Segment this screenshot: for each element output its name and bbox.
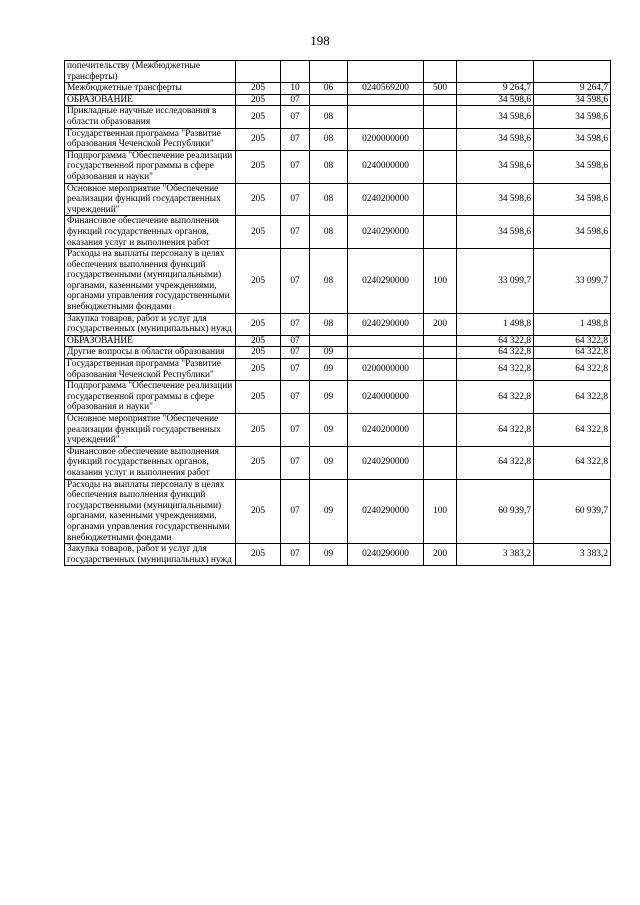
amount-year1-cell: 64 322,8 (457, 381, 534, 414)
amount-year1-cell: 64 322,8 (457, 359, 534, 381)
grbs-code-cell: 205 (236, 335, 281, 347)
table-row (65, 128, 611, 150)
row-name-cell: Финансовое обеспечение выполнения функций государственных органов, оказания услуг и выполнения работ (65, 216, 236, 249)
amount-year2-cell: 34 598,6 (534, 150, 611, 183)
amount-year2-cell: 64 322,8 (534, 335, 611, 347)
amount-year2-cell: 64 322,8 (534, 446, 611, 479)
section-code-cell: 07 (281, 128, 310, 150)
amount-year2-cell: 34 598,6 (534, 216, 611, 249)
expense-type-cell (424, 61, 457, 83)
subsection-code-cell (310, 335, 348, 347)
amount-year1-cell: 60 939,7 (457, 479, 534, 544)
table-row (65, 479, 611, 544)
section-code-cell: 07 (281, 249, 310, 314)
section-code-cell: 07 (281, 150, 310, 183)
expense-type-cell (424, 359, 457, 381)
table-row (65, 106, 611, 128)
target-article-cell: 0240569200 (348, 83, 424, 95)
grbs-code-cell: 205 (236, 94, 281, 106)
target-article-cell: 0240290000 (348, 249, 424, 314)
amount-year2-cell: 3 383,2 (534, 544, 611, 566)
target-article-cell (348, 335, 424, 347)
row-name-cell: Подпрограмма "Обеспечение реализации государственной программы в сфере образования и науки" (65, 381, 236, 414)
section-code-cell (281, 61, 310, 83)
amount-year2-cell: 64 322,8 (534, 414, 611, 447)
page-number: 198 (310, 33, 330, 48)
row-name-cell: ОБРАЗОВАНИЕ (65, 335, 236, 347)
section-code-cell: 07 (281, 313, 310, 335)
grbs-code-cell: 205 (236, 544, 281, 566)
expense-type-cell (424, 347, 457, 359)
amount-year1-cell: 64 322,8 (457, 335, 534, 347)
amount-year2-cell: 33 099,7 (534, 249, 611, 314)
subsection-code-cell: 08 (310, 249, 348, 314)
amount-year1-cell: 34 598,6 (457, 150, 534, 183)
amount-year1-cell: 34 598,6 (457, 128, 534, 150)
amount-year1-cell: 33 099,7 (457, 249, 534, 314)
section-code-cell: 07 (281, 479, 310, 544)
section-code-cell: 07 (281, 183, 310, 216)
grbs-code-cell: 205 (236, 216, 281, 249)
amount-year2-cell: 64 322,8 (534, 347, 611, 359)
subsection-code-cell: 08 (310, 216, 348, 249)
section-code-cell: 07 (281, 381, 310, 414)
table-row (65, 150, 611, 183)
expense-type-cell (424, 335, 457, 347)
row-name-cell: Подпрограмма "Обеспечение реализации государственной программы в сфере образования и науки" (65, 150, 236, 183)
amount-year1-cell: 64 322,8 (457, 414, 534, 447)
grbs-code-cell: 205 (236, 446, 281, 479)
table-row (65, 414, 611, 447)
amount-year1-cell: 1 498,8 (457, 313, 534, 335)
row-name-cell: Закупка товаров, работ и услуг для государственных (муниципальных) нужд (65, 313, 236, 335)
amount-year1-cell: 64 322,8 (457, 446, 534, 479)
expense-type-cell: 100 (424, 479, 457, 544)
row-name-cell: Основное мероприятие "Обеспечение реализации функций государственных учреждений" (65, 414, 236, 447)
section-code-cell: 07 (281, 359, 310, 381)
target-article-cell (348, 94, 424, 106)
amount-year2-cell: 64 322,8 (534, 381, 611, 414)
grbs-code-cell: 205 (236, 128, 281, 150)
table-row (65, 446, 611, 479)
grbs-code-cell: 205 (236, 414, 281, 447)
section-code-cell: 07 (281, 216, 310, 249)
amount-year2-cell: 34 598,6 (534, 106, 611, 128)
section-code-cell: 07 (281, 414, 310, 447)
grbs-code-cell: 205 (236, 183, 281, 216)
amount-year1-cell: 9 264,7 (457, 83, 534, 95)
target-article-cell (348, 106, 424, 128)
expense-type-cell (424, 94, 457, 106)
table-row (65, 335, 611, 347)
expense-type-cell (424, 381, 457, 414)
expense-type-cell (424, 106, 457, 128)
expense-type-cell: 500 (424, 83, 457, 95)
subsection-code-cell: 09 (310, 347, 348, 359)
section-code-cell: 07 (281, 106, 310, 128)
table-row (65, 94, 611, 106)
table-row (65, 249, 611, 314)
table-row (65, 83, 611, 95)
row-name-cell: Прикладные научные исследования в области образования (65, 106, 236, 128)
subsection-code-cell: 09 (310, 446, 348, 479)
grbs-code-cell: 205 (236, 313, 281, 335)
row-name-cell: Межбюджетные трансферты (65, 83, 236, 95)
table-row (65, 347, 611, 359)
grbs-code-cell: 205 (236, 381, 281, 414)
table-row (65, 544, 611, 566)
row-name-cell: Основное мероприятие "Обеспечение реализации функций государственных учреждений" (65, 183, 236, 216)
subsection-code-cell: 08 (310, 150, 348, 183)
section-code-cell: 07 (281, 347, 310, 359)
grbs-code-cell: 205 (236, 359, 281, 381)
table-row (65, 381, 611, 414)
grbs-code-cell: 205 (236, 83, 281, 95)
amount-year2-cell: 9 264,7 (534, 83, 611, 95)
target-article-cell: 0240290000 (348, 446, 424, 479)
target-article-cell: 0240200000 (348, 183, 424, 216)
row-name-cell: Государственная программа "Развитие образования Чеченской Республики" (65, 128, 236, 150)
subsection-code-cell: 09 (310, 359, 348, 381)
subsection-code-cell: 09 (310, 479, 348, 544)
expense-type-cell (424, 414, 457, 447)
target-article-cell: 0240200000 (348, 414, 424, 447)
expense-type-cell (424, 183, 457, 216)
subsection-code-cell: 06 (310, 83, 348, 95)
subsection-code-cell: 08 (310, 183, 348, 216)
expense-type-cell: 200 (424, 313, 457, 335)
amount-year1-cell: 34 598,6 (457, 106, 534, 128)
expense-type-cell (424, 446, 457, 479)
amount-year1-cell: 34 598,6 (457, 183, 534, 216)
section-code-cell: 10 (281, 83, 310, 95)
row-name-cell: ОБРАЗОВАНИЕ (65, 94, 236, 106)
target-article-cell: 0200000000 (348, 128, 424, 150)
row-name-cell: Государственная программа "Развитие образования Чеченской Республики" (65, 359, 236, 381)
amount-year2-cell: 60 939,7 (534, 479, 611, 544)
subsection-code-cell: 09 (310, 414, 348, 447)
section-code-cell: 07 (281, 94, 310, 106)
target-article-cell: 0240290000 (348, 544, 424, 566)
row-name-cell: Расходы на выплаты персоналу в целях обеспечения выполнения функций государственными (муниципальными) органами, казенными учреждениями, органами управления государственными внебюджетными фондами (65, 479, 236, 544)
subsection-code-cell (310, 61, 348, 83)
target-article-cell: 0240290000 (348, 216, 424, 249)
amount-year1-cell: 64 322,8 (457, 347, 534, 359)
subsection-code-cell (310, 94, 348, 106)
row-name-cell: попечительству (Межбюджетные трансферты) (65, 61, 236, 83)
grbs-code-cell: 205 (236, 249, 281, 314)
table-row (65, 359, 611, 381)
amount-year1-cell (457, 61, 534, 83)
row-name-cell: Закупка товаров, работ и услуг для государственных (муниципальных) нужд (65, 544, 236, 566)
grbs-code-cell: 205 (236, 106, 281, 128)
target-article-cell: 0240290000 (348, 479, 424, 544)
amount-year1-cell: 34 598,6 (457, 216, 534, 249)
amount-year2-cell: 64 322,8 (534, 359, 611, 381)
target-article-cell (348, 61, 424, 83)
expense-type-cell: 200 (424, 544, 457, 566)
amount-year2-cell: 1 498,8 (534, 313, 611, 335)
amount-year2-cell: 34 598,6 (534, 128, 611, 150)
row-name-cell: Другие вопросы в области образования (65, 347, 236, 359)
expense-type-cell (424, 128, 457, 150)
amount-year2-cell (534, 61, 611, 83)
table-row (65, 313, 611, 335)
amount-year2-cell: 34 598,6 (534, 94, 611, 106)
budget-table (64, 60, 611, 566)
expense-type-cell (424, 216, 457, 249)
target-article-cell: 0240000000 (348, 150, 424, 183)
row-name-cell: Расходы на выплаты персоналу в целях обеспечения выполнения функций государственными (муниципальными) органами, казенными учреждениями, органами управления государственными внебюджетными фондами (65, 249, 236, 314)
grbs-code-cell: 205 (236, 150, 281, 183)
grbs-code-cell: 205 (236, 479, 281, 544)
amount-year1-cell: 3 383,2 (457, 544, 534, 566)
section-code-cell: 07 (281, 335, 310, 347)
subsection-code-cell: 09 (310, 544, 348, 566)
subsection-code-cell: 09 (310, 381, 348, 414)
amount-year1-cell: 34 598,6 (457, 94, 534, 106)
subsection-code-cell: 08 (310, 106, 348, 128)
target-article-cell (348, 347, 424, 359)
budget-table-body (65, 61, 611, 566)
table-row (65, 183, 611, 216)
grbs-code-cell: 205 (236, 347, 281, 359)
target-article-cell: 0240290000 (348, 313, 424, 335)
target-article-cell: 0240000000 (348, 381, 424, 414)
expense-type-cell (424, 150, 457, 183)
target-article-cell: 0200000000 (348, 359, 424, 381)
subsection-code-cell: 08 (310, 128, 348, 150)
row-name-cell: Финансовое обеспечение выполнения функций государственных органов, оказания услуг и выполнения работ (65, 446, 236, 479)
subsection-code-cell: 08 (310, 313, 348, 335)
grbs-code-cell (236, 61, 281, 83)
section-code-cell: 07 (281, 544, 310, 566)
table-row (65, 216, 611, 249)
expense-type-cell: 100 (424, 249, 457, 314)
amount-year2-cell: 34 598,6 (534, 183, 611, 216)
section-code-cell: 07 (281, 446, 310, 479)
table-row (65, 61, 611, 83)
